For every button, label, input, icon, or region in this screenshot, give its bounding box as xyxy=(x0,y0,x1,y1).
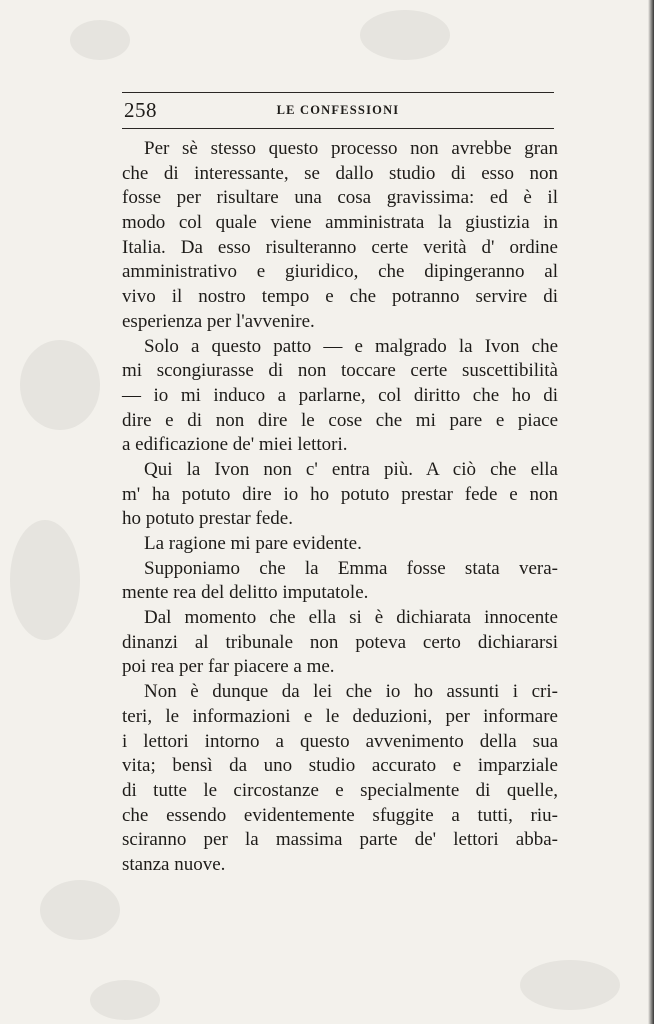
text-line: di tutte le circostanze e specialmente di quelle, xyxy=(122,779,558,801)
text-line: Qui la Ivon non c' entra più. A ciò che ella xyxy=(144,458,558,480)
paper-stain xyxy=(20,340,100,430)
text-line: vivo il nostro tempo e che potranno servire di xyxy=(122,286,558,308)
text-line: fosse per risultare una cosa gravissima: ed è il xyxy=(122,187,558,209)
text-line: Non è dunque da lei che io ho assunti i cri- xyxy=(144,681,558,703)
page-edge-shadow xyxy=(648,0,654,1024)
text-line: i lettori intorno a questo avvenimento della sua xyxy=(122,730,558,752)
text-line: Dal momento che ella si è dichiarata innocente xyxy=(144,607,558,629)
text-line: La ragione mi pare evidente. xyxy=(144,533,362,554)
header-rule-top xyxy=(122,92,554,93)
text-line: Per sè stesso questo processo non avrebbe gran xyxy=(144,138,558,159)
paper-stain xyxy=(90,980,160,1020)
text-line: mente rea del delitto imputatole. xyxy=(122,582,369,604)
text-line: dire e di non dire le cose che mi pare e piace xyxy=(122,409,558,431)
text-line: modo col quale viene amministrata la giustizia in xyxy=(122,212,558,234)
paper-stain xyxy=(520,960,620,1010)
text-line: vita; bensì da uno studio accurato e imparziale xyxy=(122,755,558,777)
body-text xyxy=(122,137,558,878)
paper-stain xyxy=(40,880,120,940)
text-line: poi rea per far piacere a me. xyxy=(122,656,335,678)
text-line: Italia. Da esso risulteranno certe verità d' ordine xyxy=(122,236,558,258)
paper-stain xyxy=(70,20,130,60)
header-rule-bottom xyxy=(122,128,554,129)
text-line: ho potuto prestar fede. xyxy=(122,508,293,530)
text-line: sciranno per la massima parte de' lettori abba- xyxy=(122,829,558,851)
page-header xyxy=(122,92,554,132)
paper-stain xyxy=(360,10,450,60)
text-line: stanza nuove. xyxy=(122,853,226,875)
text-line: a edificazione de' miei lettori. xyxy=(122,434,348,456)
running-title: LE CONFESSIONI xyxy=(276,103,400,117)
text-line: che di interessante, se dallo studio di esso non xyxy=(122,162,558,184)
text-line: mi scongiurasse di non toccare certe suscettibilità xyxy=(122,360,558,382)
text-line: Supponiamo che la Emma fosse stata vera- xyxy=(144,557,558,579)
text-line: amministrativo e giuridico, che dipingeranno al xyxy=(122,261,558,283)
page-number: 258 xyxy=(124,98,157,122)
text-line: Solo a questo patto — e malgrado la Ivon che xyxy=(144,335,558,357)
text-line: che essendo evidentemente sfuggite a tutti, riu- xyxy=(122,804,558,826)
text-line: m' ha potuto dire io ho potuto prestar fede e non xyxy=(122,483,558,505)
paper-stain xyxy=(10,520,80,640)
text-line: — io mi induco a parlarne, col diritto che ho di xyxy=(122,384,558,406)
text-line: teri, le informazioni e le deduzioni, per informare xyxy=(122,705,558,727)
text-line: esperienza per l'avvenire. xyxy=(122,310,315,332)
text-line: dinanzi al tribunale non poteva certo dichiararsi xyxy=(122,631,558,653)
